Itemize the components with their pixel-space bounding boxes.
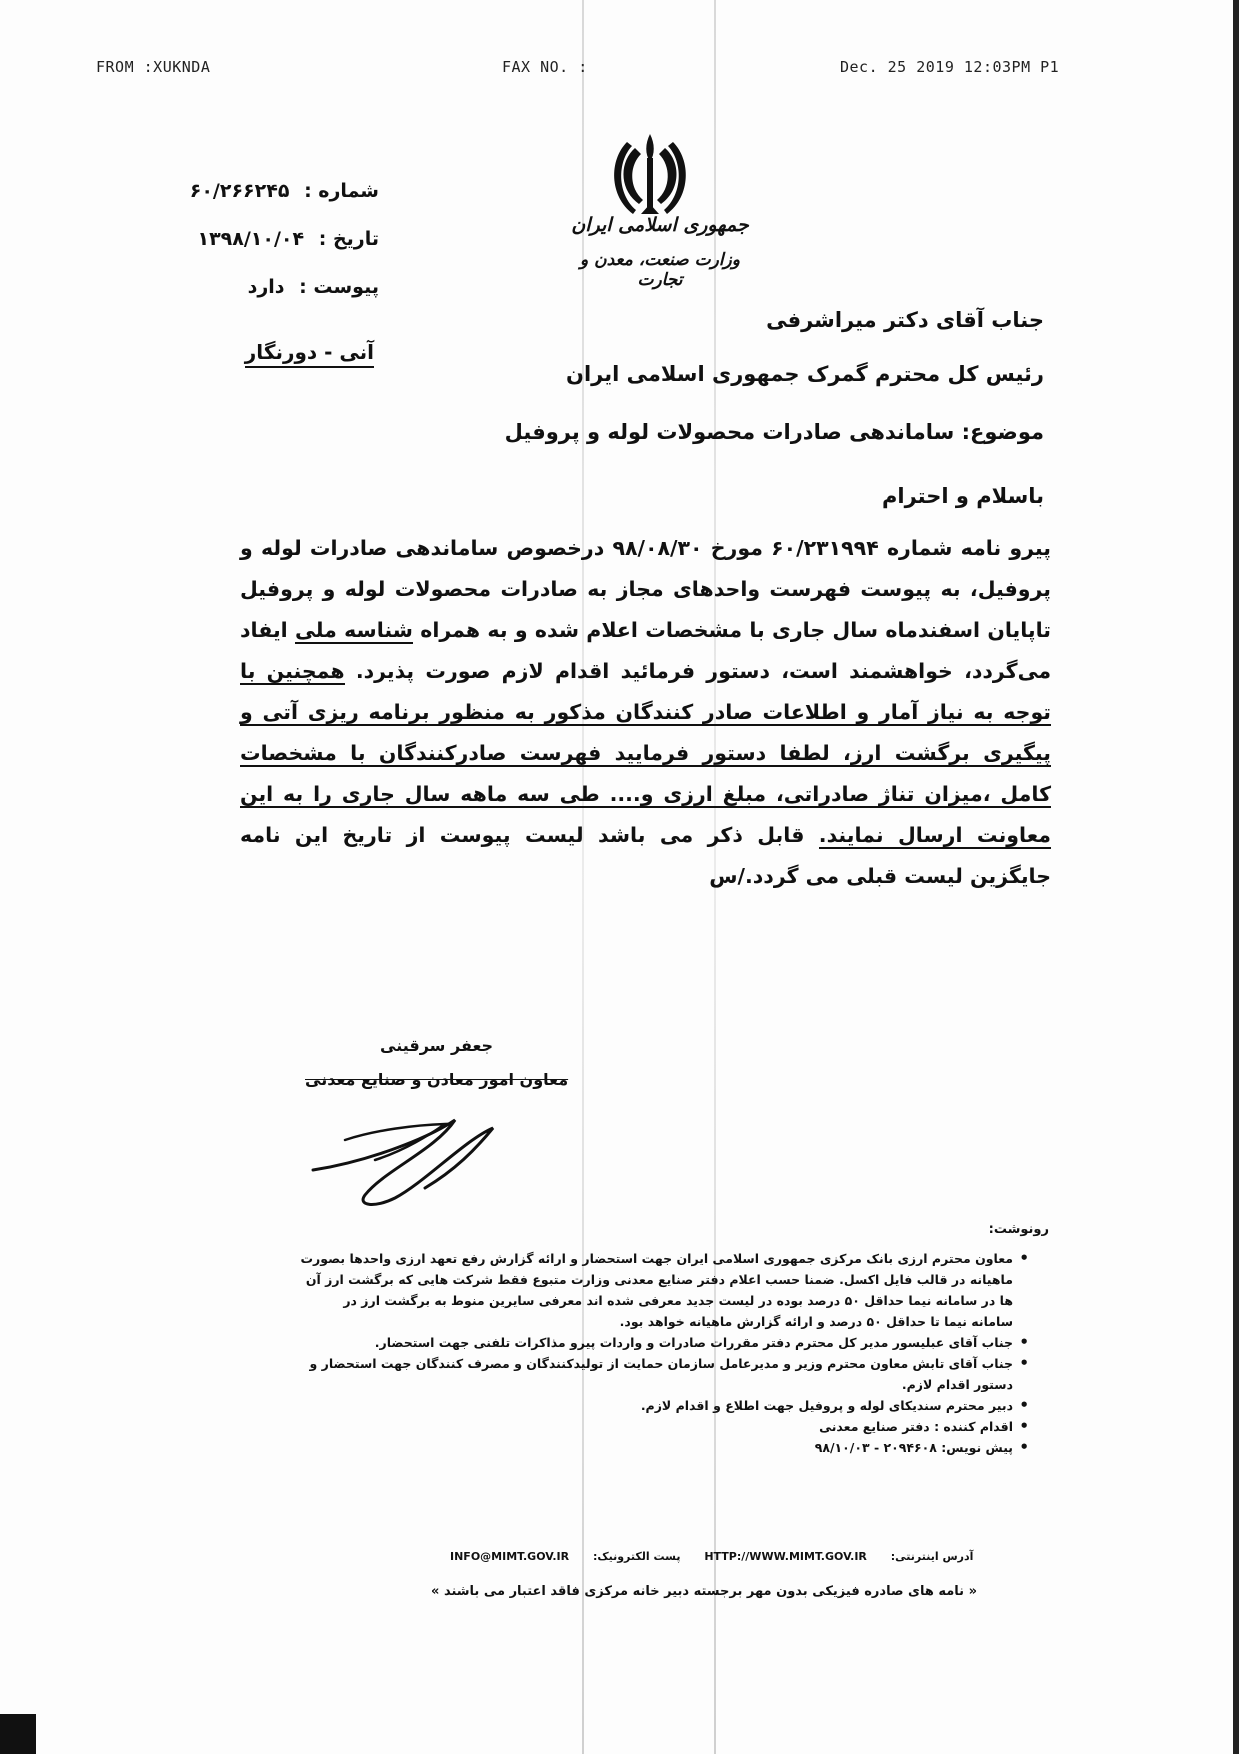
letter-number-value: ۶۰/۲۶۶۲۴۵ [189, 180, 290, 202]
cc-item: • پیش نویس: ۲۰۹۴۶۰۸ - ۹۸/۱۰/۰۳ [299, 1437, 1029, 1458]
fax-from: FROM :XUKNDA [96, 58, 211, 76]
footer-email-label: پست الکترونیک: [592, 1550, 681, 1563]
letter-greeting: باسلام و احترام [882, 484, 1044, 508]
footer-contact [440, 1550, 983, 1563]
body-text-4: قابل ذکر می باشد لیست پیوست از تاریخ این نامه جایگزین لیست قبلی می گردد./س [240, 823, 1051, 888]
body-text-2: ایفاد می‌گردد، خواهشمند است، دستور فرمائید اقدام لازم صورت پذیرد. [240, 618, 1052, 683]
letterhead-country: جمهوری اسلامی ایران [571, 214, 749, 236]
letter-date-label: تاریخ : [318, 228, 379, 250]
cc-item: • اقدام کننده : دفتر صنایع معدنی [299, 1416, 1029, 1437]
letter-number-label: شماره : [304, 180, 379, 202]
cc-item: • جناب آقای تابش معاون محترم وزیر و مدیرعامل سازمان حمایت از تولیدکنندگان و مصرف کنندگان جهت استحضار و دستور اقدام لازم. [299, 1353, 1029, 1395]
letter-date-value: ۱۳۹۸/۱۰/۰۴ [197, 228, 305, 250]
ministry-letterhead [560, 214, 760, 290]
body-text-1: پیرو نامه شماره ۶۰/۲۳۱۹۹۴ مورخ ۹۸/۰۸/۳۰ درخصوص ساماندهی صادرات لوله و پروفیل، به پیوست فهرست واحدهای مجاز به صادرات محصولات لوله و پروفیل تاپایان اسفندماه سال جاری با مشخصات اعلام شده و به همراه [240, 536, 1052, 642]
letter-attachment-label: پیوست : [299, 276, 379, 298]
cc-title: رونوشت: [988, 1222, 1049, 1237]
letter-date [197, 228, 379, 250]
handwritten-signature [305, 1100, 505, 1210]
body-text-3: همچنین با توجه به نیاز آمار و اطلاعات صادر کنندگان مذکور به منظور برنامه ریزی آتی و پیگیری برگشت ارز، لطفا دستور فرمایید فهرست صادرکنندگان با مشخصات کامل ،میزان تناژ صادراتی، مبلغ ارزی و.... طی سه ماهه سال جاری را به این معاونت ارسال نمایند. [240, 659, 1051, 847]
scan-edge [1233, 0, 1239, 1754]
cc-item: • دبیر محترم سندیکای لوله و پروفیل جهت اطلاع و اقدام لازم. [299, 1395, 1029, 1416]
letter-attachment-value: دارد [247, 276, 285, 298]
signatory-title: معاون امور معادن و صنایع معدنی [305, 1070, 569, 1089]
letter-attachment [248, 276, 379, 298]
iran-emblem-icon [605, 128, 695, 220]
footer-website-label: آدرس اینترنتی: [890, 1550, 974, 1563]
footer-email[interactable]: INFO@MIMT.GOV.IR [450, 1550, 570, 1563]
signatory-name: جعفر سرقینی [380, 1036, 494, 1055]
urgent-fax-stamp: آنی - دورنگار [245, 340, 374, 368]
fax-date: Dec. 25 2019 12:03PM P1 [840, 58, 1060, 76]
addressee-name: جناب آقای دکتر میراشرفی [766, 308, 1044, 332]
addressee-title: رئیس کل محترم گمرک جمهوری اسلامی ایران [566, 362, 1044, 386]
body-paragraph [240, 528, 1051, 897]
footer-website[interactable]: HTTP://WWW.MIMT.GOV.IR [704, 1550, 867, 1563]
letter-subject: موضوع: ساماندهی صادرات محصولات لوله و پروفیل [504, 420, 1044, 444]
letterhead-ministry: وزارت صنعت، معدن و تجارت [580, 250, 740, 290]
cc-list [299, 1248, 1029, 1458]
cc-item: • جناب آقای عبلیسور مدیر کل محترم دفتر مقررات صادرات و واردات پیرو مذاکرات تلفنی جهت استحضار. [299, 1332, 1029, 1353]
footer-validity-note: « نامه های صادره فیزیکی بدون مهر برجسته دبیر خانه مرکزی فاقد اعتبار می باشند » [431, 1584, 977, 1599]
fax-number: FAX NO. : [502, 58, 588, 76]
body-national-id: شناسه ملی [295, 618, 413, 642]
letter-body [240, 528, 1051, 897]
cc-item: • معاون محترم ارزی بانک مرکزی جمهوری اسلامی ایران جهت استحضار و ارائه گزارش رفع تعهد ارزی واحدها بصورت ماهیانه در قالب فایل اکسل. ضمنا حسب اعلام دفتر صنایع معدنی وزارت متبوع فقط شرکت هایی که برگشت ارز آن ها در سامانه نیما حداقل ۵۰ درصد بوده در لیست جدید معرفی شده اند معرفی سایرین منوط به برگشت ارز در سامانه نیما تا حداقل ۵۰ درصد و ارائه گزارش ماهیانه خواهد بود. [299, 1248, 1029, 1332]
letter-number [190, 180, 379, 202]
scan-corner [0, 1714, 36, 1754]
